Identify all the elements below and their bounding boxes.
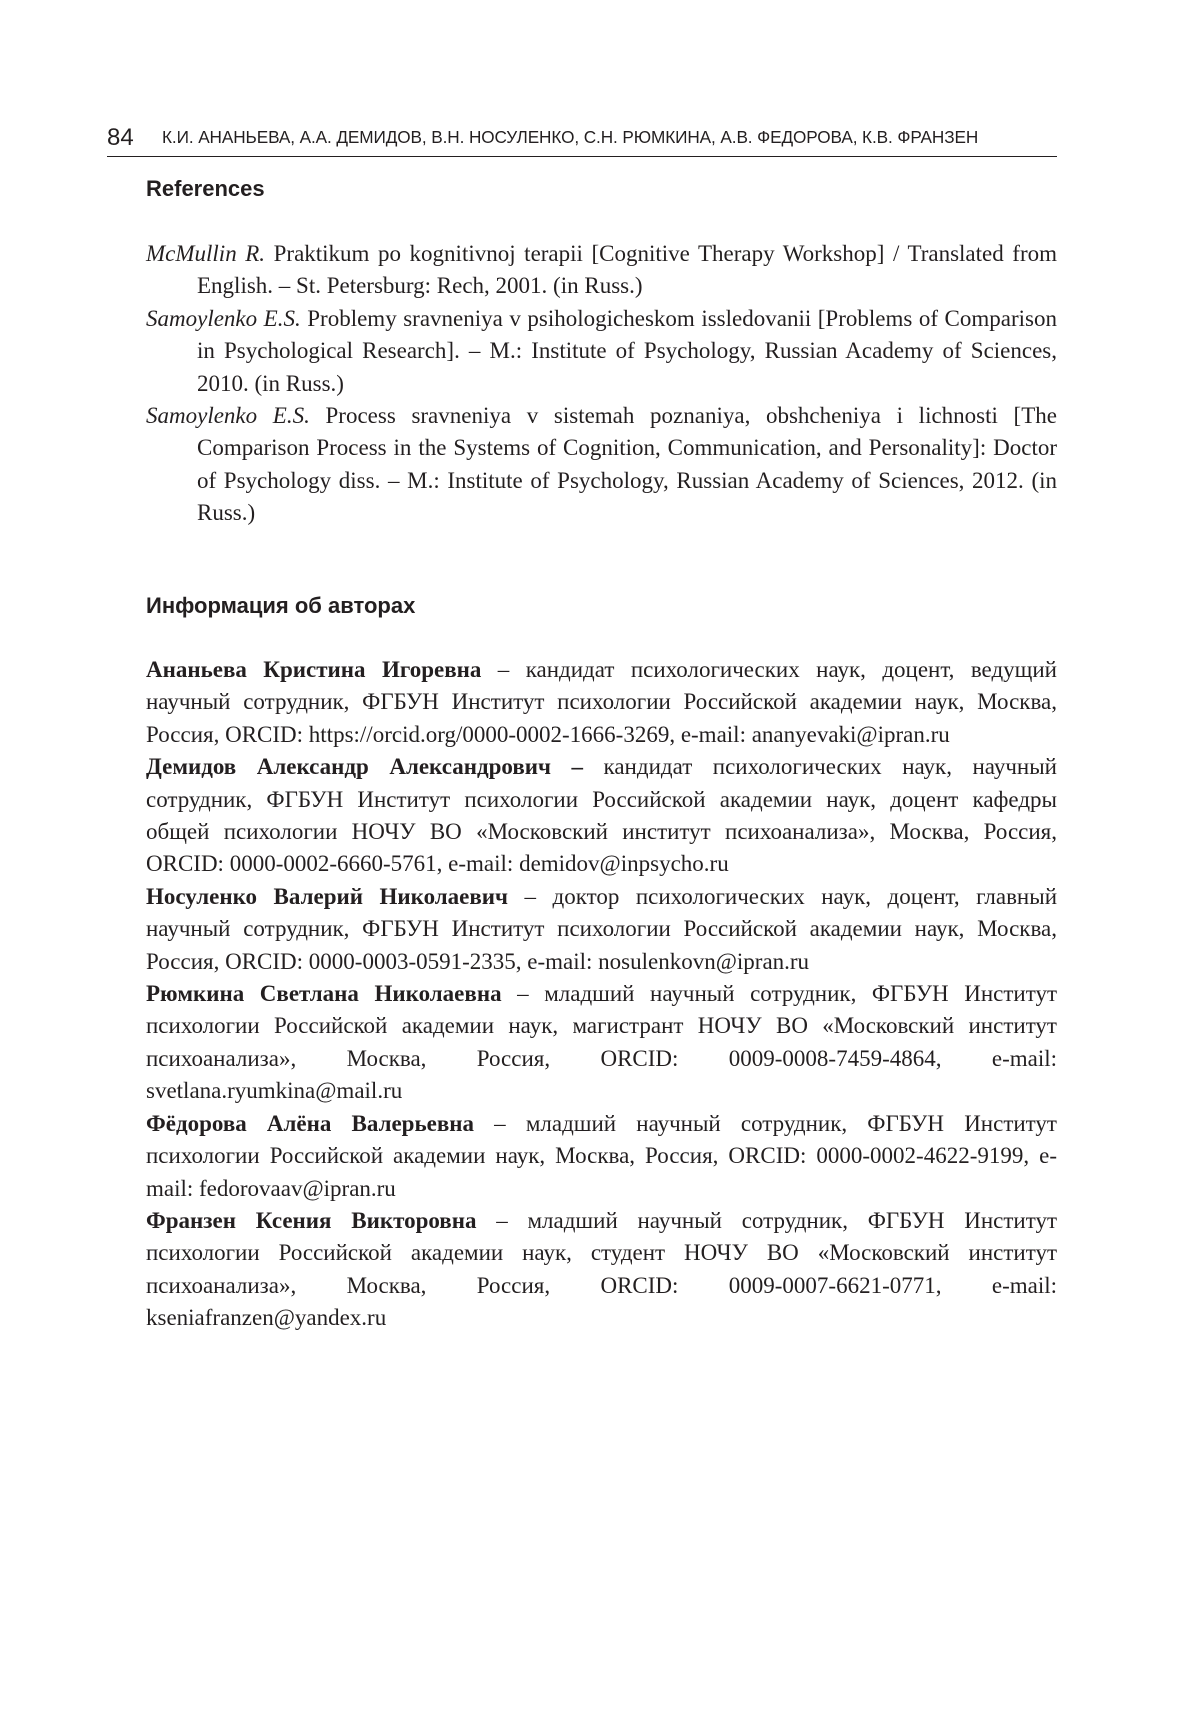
author-name: Ананьева Кристина Игоревна — [146, 657, 482, 682]
running-head-authors: К.И. АНАНЬЕВА, А.А. ДЕМИДОВ, В.Н. НОСУЛЕНКО, С.Н. РЮМКИНА, А.В. ФЕДОРОВА, К.В. ФРАНЗЕН — [162, 127, 979, 147]
reference-entry — [146, 238, 1057, 303]
reference-text: Process sravneniya v sistemah poznaniya, obshcheniya i lichnosti [The Comparison Process in the Systems of Cognition, Communication, and Personality]: Doctor of Psychology diss. – M.: Institute of Psychology, Russian Academy of Sciences, 2012. (in Russ.) — [197, 403, 1057, 526]
author-details: – кандидат психологических наук, доцент, ведущий научный сотрудник, ФГБУН Институт психологии Российской академии наук, Москва, Россия, ORCID: https://orcid.org/0000-0002-1666-3269, e-mail: ananyevaki@ipran.ru — [146, 657, 1057, 747]
page-number: 84 — [107, 124, 134, 151]
reference-author: Samoylenko E.S. — [146, 305, 301, 331]
reference-entry — [146, 400, 1057, 530]
reference-text: Problemy sravneniya v psihologicheskom issledovanii [Problems of Comparison in Psychological Research]. – M.: Institute of Psychology, Russian Academy of Sciences, 2010. (in Russ.) — [197, 305, 1057, 396]
authors-info-heading: Информация об авторах — [146, 593, 416, 618]
author-entry — [146, 654, 1057, 751]
author-entry — [146, 1205, 1057, 1335]
running-head — [107, 122, 1057, 157]
author-name: Франзен Ксения Викторовна — [146, 1207, 477, 1233]
reference-entry — [146, 303, 1057, 400]
author-entry — [146, 751, 1057, 881]
author-details: – младший научный сотрудник, ФГБУН Институт психологии Российской академии наук, Москва, Россия, ORCID: 0000-0002-4622-9199, e-mail: fedorovaav@ipran.ru — [146, 1110, 1057, 1201]
authors-info-list — [146, 654, 1057, 1335]
references-heading: References — [146, 176, 265, 201]
author-name: Носуленко Валерий Николаевич — [146, 883, 509, 909]
author-name: Рюмкина Светлана Николаевна — [146, 981, 502, 1007]
author-details: кандидат психологических наук, научный сотрудник, ФГБУН Институт психологии Российской академии наук, доцент кафедры общей психологии НОЧУ ВО «Московский институт психоанализа», Москва, Россия, ORCID: 0000-0002-6660-5761, e-mail: demidov@inpsycho.ru — [146, 754, 1057, 877]
author-details: – младший научный сотрудник, ФГБУН Институт психологии Российской академии наук, магистрант НОЧУ ВО «Московский институт психоанализа», Москва, Россия, ORCID: 0009-0008-7459-4864, e-mail: svetlana.ryumkina@mail.ru — [146, 981, 1057, 1104]
author-details: – младший научный сотрудник, ФГБУН Институт психологии Российской академии наук, студент НОЧУ ВО «Московский институт психоанализа», Москва, Россия, ORCID: 0009-0007-6621-0771, e-mail: kseniafranzen@yandex.ru — [146, 1207, 1057, 1331]
author-details: – доктор психологических наук, доцент, главный научный сотрудник, ФГБУН Институт психологии Российской академии наук, Москва, Россия, ORCID: 0000-0003-0591-2335, e-mail: nosulenkovn@ipran.ru — [146, 883, 1058, 974]
author-entry — [146, 1108, 1057, 1205]
references-list — [146, 238, 1057, 530]
reference-author: Samoylenko E.S. — [146, 403, 310, 429]
reference-text: Praktikum po kognitivnoj terapii [Cognitive Therapy Workshop] / Translated from English. – St. Petersburg: Rech, 2001. (in Russ.) — [197, 241, 1058, 299]
author-name: Фёдорова Алёна Валерьевна — [146, 1110, 475, 1136]
author-name: Демидов Александр Александрович – — [146, 754, 583, 780]
author-entry — [146, 978, 1057, 1108]
reference-author: McMullin R. — [146, 241, 266, 266]
author-entry — [146, 881, 1057, 978]
